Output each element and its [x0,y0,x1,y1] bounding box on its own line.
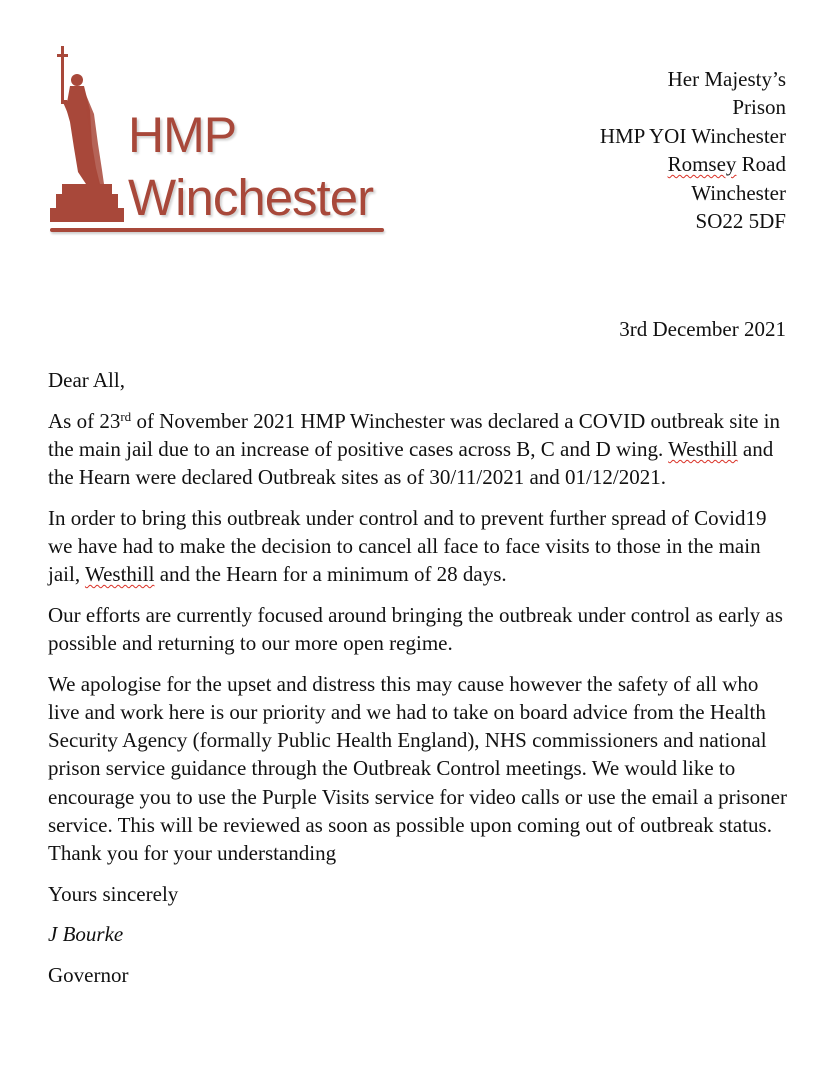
logo-hmp-text: HMP [128,107,237,163]
paragraph-text: As of 23 [48,408,121,433]
address-line: Winchester [691,180,786,205]
signature: J Bourke [48,922,124,947]
spellcheck-word: Westhill [668,436,738,461]
sender-address [600,65,786,235]
address-line: Her Majesty’s [667,67,786,91]
letter-body [48,366,790,1002]
signatory-role: Governor [48,963,129,988]
paragraph-text: and the Hearn were declared Outbreak sites as of 30/11/2021 and 01/12/2021. [48,436,774,490]
address-line: Prison [732,95,786,120]
spellcheck-word: Romsey [667,152,737,177]
paragraph-text: of November 2021 HMP Winchester was declared a COVID outbreak site in the main jail due to an increase of positive cases across B, C and D wing. [48,408,781,461]
statue-icon [48,44,128,234]
letter-date: 3rd December 2021 [619,317,786,341]
spellcheck-word: Westhill [84,562,155,587]
address-line: HMP YOI Winchester [599,123,786,148]
address-line [600,150,786,178]
address-line: SO22 5DF [695,209,786,234]
logo-underline [50,228,384,232]
logo-winchester-text: Winchester [128,169,374,226]
paragraph-outbreak [48,407,790,492]
address-text: Road [736,152,786,177]
paragraph-visits [48,504,790,589]
paragraph-efforts: Our efforts are currently focused around bringing the outbreak under control as early as possible and returning to our more open regime. [48,602,783,656]
hmp-winchester-logo [48,44,388,236]
ordinal-suffix: rd [120,408,132,424]
salutation: Dear All, [48,368,125,392]
paragraph-text: In order to bring this outbreak under control and to prevent further spread of Covid19 we have had to make the decision to cancel all face to face visits to those in the main jail, [48,505,767,587]
closing: Yours sincerely [48,881,179,906]
paragraph-text: and the Hearn for a minimum of 28 days. [154,562,507,587]
paragraph-apology: We apologise for the upset and distress this may cause however the safety of all who live and work here is our priority and we had to take on board advice from the Health Security Agency (formally Public Health England), NHS commissioners and national prison service guidance through the Outbreak Control meetings. We would like to encourage you to use the Purple Visits service for video calls or use the email a prisoner service. This will be reviewed as soon as possible upon coming out of outbreak status. Thank you for your understanding [48,671,787,866]
